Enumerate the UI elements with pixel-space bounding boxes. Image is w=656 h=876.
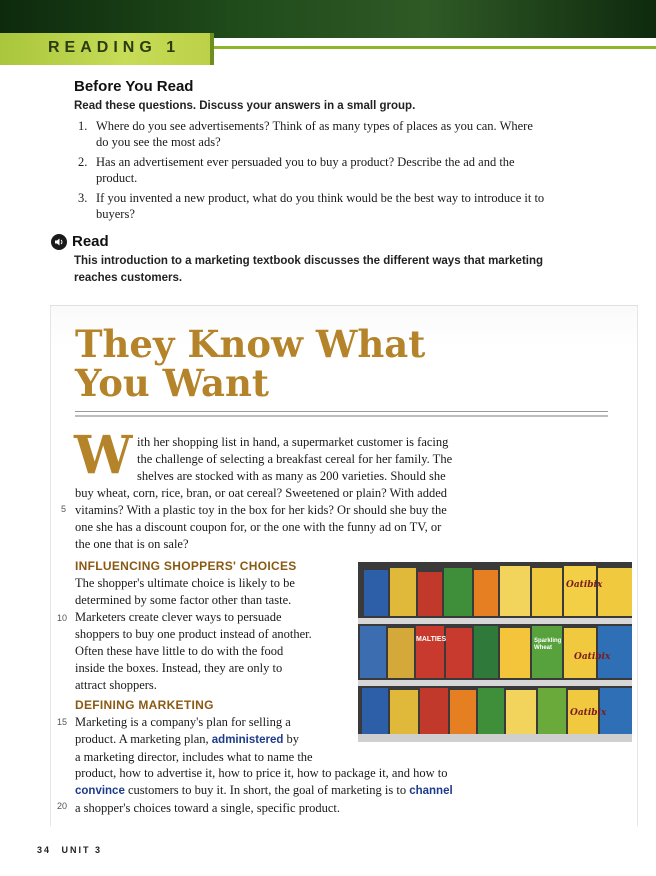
article-paragraph <box>75 434 515 553</box>
line-number: 10 <box>57 613 68 623</box>
question-number: 1. <box>78 119 88 133</box>
text-line: Marketers create clever ways to persuade <box>75 610 282 624</box>
read-title: Read <box>72 233 109 250</box>
read-intro: This introduction to a marketing textbook discusses the different ways that marketing reaches customers. <box>74 255 544 284</box>
question-list <box>78 118 548 226</box>
question-item <box>78 190 548 222</box>
text-line: The shopper's ultimate choice is likely to be <box>75 576 295 590</box>
photo-label: MALTIES <box>416 636 447 643</box>
photo-label: Oatibix <box>570 708 607 718</box>
vocab-word[interactable]: convince <box>75 785 125 797</box>
vocab-word[interactable]: administered <box>211 734 284 746</box>
vocab-word[interactable]: channel <box>409 785 453 797</box>
text-line: Often these have little to do with the food <box>75 644 284 658</box>
text-line: Marketing is a company's plan for selling a <box>75 715 291 729</box>
article-paragraph <box>75 575 360 694</box>
line-number: 20 <box>57 801 68 811</box>
question-text: Has an advertisement ever persuaded you to buy a product? Describe the ad and the product. <box>96 155 515 185</box>
cereal-shelf-photo <box>358 562 632 742</box>
text-line: shelves are stocked with as many as 200 varieties. Should she <box>137 469 446 483</box>
article-paragraph <box>75 714 360 766</box>
page-footer <box>37 845 102 855</box>
text-line: vitamins? With a plastic toy in the box for her kids? Or should she buy the <box>75 503 447 517</box>
text-fragment: customers to buy it. In short, the goal of marketing is to <box>127 783 407 797</box>
text-line: ith her shopping list in hand, a supermarket customer is facing <box>137 435 449 449</box>
text-line: buy wheat, corn, rice, bran, or oat cereal? Sweetened or plain? With added <box>75 486 448 500</box>
photo-label: Sparkling Wheat <box>534 638 562 651</box>
audio-speaker-icon[interactable] <box>51 234 67 250</box>
text-line: attract shoppers. <box>75 678 157 692</box>
article-title-line: You Want <box>75 361 269 405</box>
title-rule <box>75 415 608 417</box>
title-rule <box>75 411 608 412</box>
text-line: a shopper's choices toward a single, specific product. <box>75 801 341 815</box>
text-line: inside the boxes. Instead, they are only to <box>75 661 283 675</box>
text-line <box>75 782 515 800</box>
text-line: a marketing director, includes what to name the <box>75 750 313 764</box>
line-number: 5 <box>61 504 67 514</box>
question-item <box>78 118 548 150</box>
question-item <box>78 154 548 186</box>
question-number: 3. <box>78 191 88 205</box>
question-text: Where do you see advertisements? Think of as many types of places as you can. Where do you see the most ads? <box>96 119 533 149</box>
question-number: 2. <box>78 155 88 169</box>
before-you-read-instruction: Read these questions. Discuss your answers in a small group. <box>74 100 416 112</box>
text-line <box>75 731 360 749</box>
text-line: product, how to advertise it, how to price it, how to package it, and how to <box>75 766 448 780</box>
line-number: 15 <box>57 717 68 727</box>
before-you-read-title: Before You Read <box>74 78 194 95</box>
article-paragraph <box>75 765 515 817</box>
page-number: 34 <box>37 845 52 855</box>
text-line: one she has a discount coupon for, or the one with the funny ad on TV, or <box>75 520 442 534</box>
text-line: determined by some factor other than taste. <box>75 593 292 607</box>
reading-label: READING 1 <box>48 39 181 56</box>
question-text: If you invented a new product, what do you think would be the best way to introduce it to buyers? <box>96 191 545 221</box>
section-heading: INFLUENCING SHOPPERS' CHOICES <box>75 559 297 573</box>
text-fragment: by <box>286 732 299 746</box>
photo-label: Oatibix <box>574 652 611 662</box>
unit-label: UNIT 3 <box>61 845 103 855</box>
text-line: the one that is on sale? <box>75 537 189 551</box>
section-heading: DEFINING MARKETING <box>75 698 214 712</box>
article-title <box>75 322 575 405</box>
photo-label: Oatibix <box>566 580 603 590</box>
drop-cap: W <box>74 425 133 486</box>
text-line: the challenge of selecting a breakfast cereal for her family. The <box>137 452 453 466</box>
text-line: shoppers to buy one product instead of another. <box>75 627 312 641</box>
text-fragment: product. A marketing plan, <box>75 732 209 746</box>
article-title-line: They Know What <box>75 322 426 366</box>
reading-tab <box>0 33 214 65</box>
header-rule <box>214 46 656 49</box>
